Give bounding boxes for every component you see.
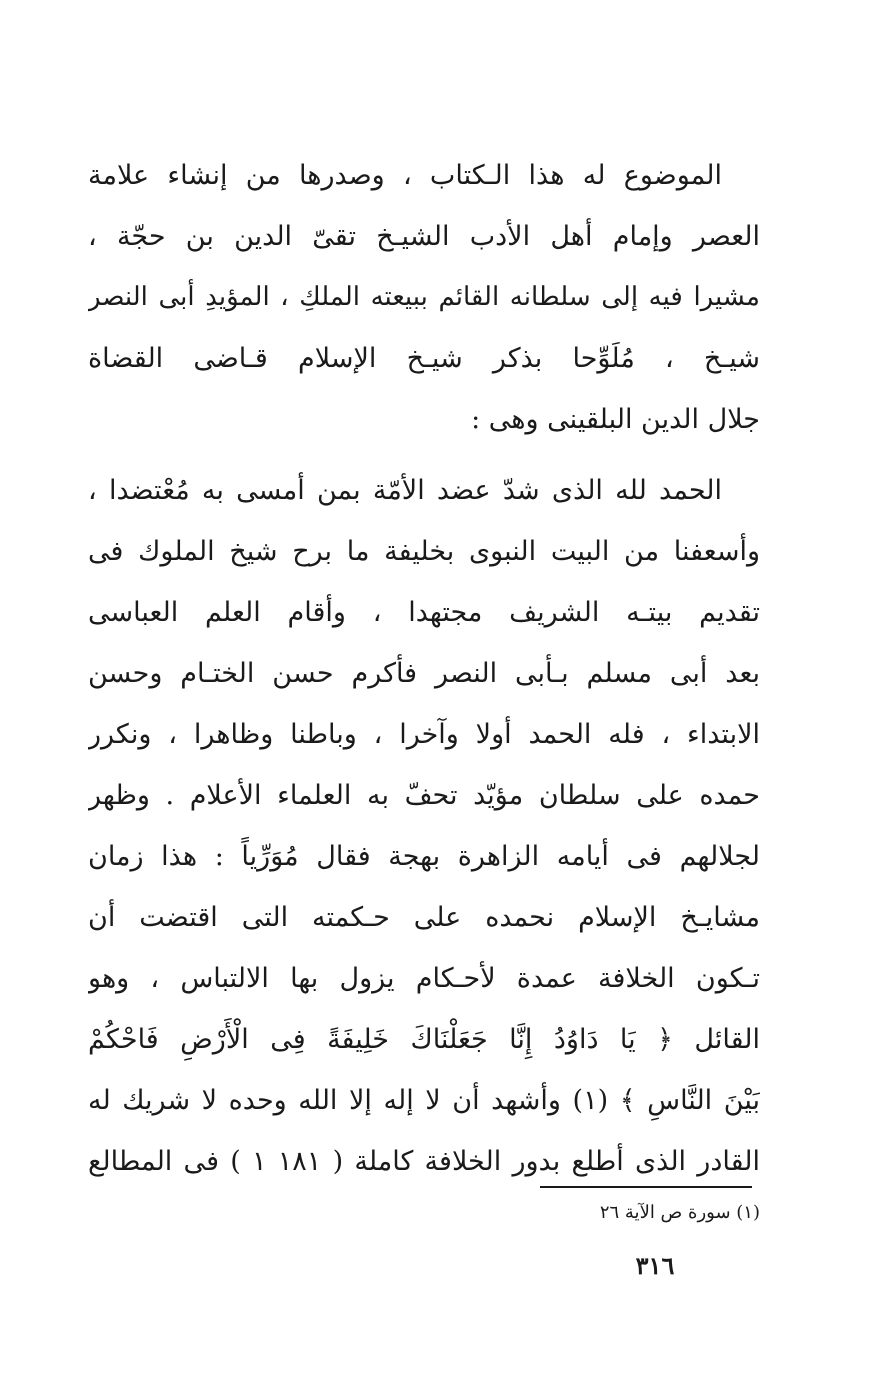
text-line: مشيرا فيه إلى سلطانه القائم ببيعته الملكِ ، المؤيدِ أبى النصر: [88, 282, 760, 312]
text-line: شيـخ ، مُلَوِّحا بذكر شيـخ الإسلام قـاضى القضاة: [88, 343, 760, 374]
text-line: تـكون الخلافة عمدة لأحـكام يزول بها الالتباس ، وهو: [88, 963, 760, 994]
text-line: مشايـخ الإسلام نحمده على حـكمته التى اقتضت أن: [88, 902, 760, 933]
text-line: تقديم بيتـه الشريف مجتهدا ، وأقام العلم العباسى: [88, 597, 760, 628]
text-line: الابتداء ، فله الحمد أولا وآخرا ، وباطنا وظاهرا ، ونكرر: [88, 719, 760, 750]
text-line: بعد أبى مسلم بـأبى النصر فأكرم حسن الختـام وحسن: [88, 658, 760, 689]
text-line: لجلالهم فى أيامه الزاهرة بهجة فقال مُوَرِّياً : هذا زمان: [88, 841, 760, 872]
page-number: ٣١٦: [635, 1251, 675, 1280]
text-line: جلال الدين البلقينى وهى :: [471, 404, 760, 435]
text-line: العصر وإمام أهل الأدب الشيـخ تقىّ الدين بن حجّة ،: [88, 221, 760, 252]
paragraph-khutba: [88, 460, 760, 1192]
paragraph-intro: [88, 145, 760, 450]
text-line: بَيْنَ النَّاسِ ﴾ (١) وأشهد أن لا إله إلا الله وحده لا شريك له: [88, 1085, 760, 1116]
footnote: (١) سورة ص الآية ٢٦: [599, 1202, 760, 1223]
footnote-divider: [540, 1186, 752, 1188]
text-line: وأسعفنا من البيت النبوى بخليفة ما برح شيخ الملوك فى: [88, 536, 760, 567]
text-line: الموضوع له هذا الـكتاب ، وصدرها من إنشاء علامة: [88, 160, 722, 191]
text-line: القائل ﴿ يَا دَاوُدُ إِنَّا جَعَلْنَاكَ خَلِيفَةً فِى الْأَرْضِ فَاحْكُمْ: [88, 1024, 760, 1055]
text-line: القادر الذى أطلع بدور الخلافة كاملة ( ١٨١ ١ ) فى المطالع: [88, 1146, 760, 1177]
text-line: حمده على سلطان مؤيّد تحفّ به العلماء الأعلام . وظهر: [88, 780, 760, 811]
text-line: الحمد لله الذى شدّ عضد الأمّة بمن أمسى به مُعْتضدا ،: [88, 475, 722, 506]
